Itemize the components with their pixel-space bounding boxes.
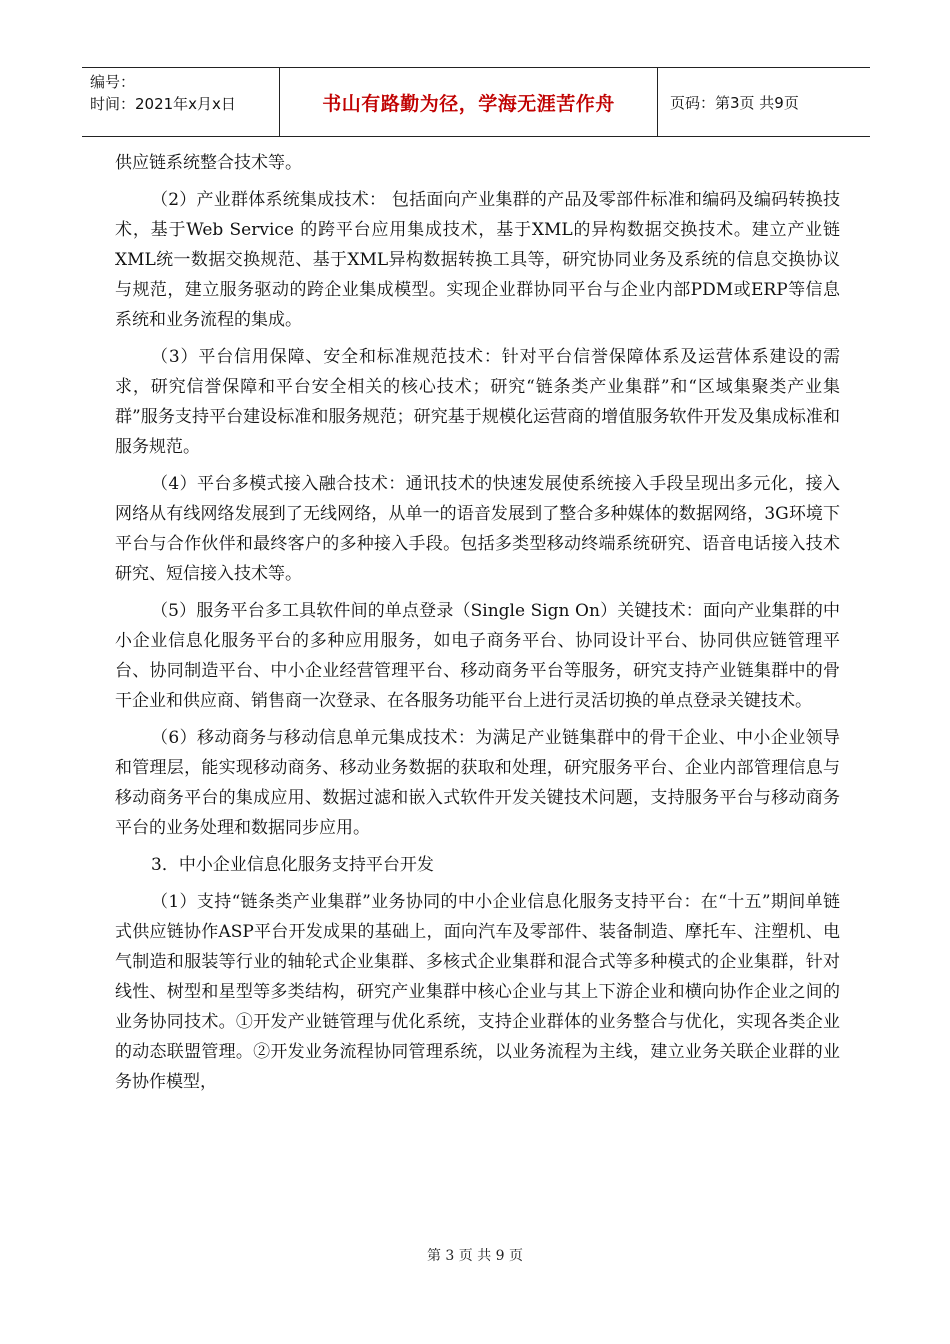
document-body bbox=[115, 148, 840, 1104]
paragraph: （6）移动商务与移动信息单元集成技术：为满足产业链集群中的骨干企业、中小企业领导和管理层，能实现移动商务、移动业务数据的获取和处理，研究服务平台、企业内部管理信息与移动商务平台的集成应用、数据过滤和嵌入式软件开发关键技术问题，支持服务平台与移动商务平台的业务处理和数据同步应用。 bbox=[115, 728, 840, 838]
header-motto: 书山有路勤为径，学海无涯苦作舟 bbox=[280, 68, 658, 136]
paragraph: 供应链系统整合技术等。 bbox=[115, 153, 302, 173]
header-page-code: 页码：第3页 共9页 bbox=[670, 93, 799, 112]
page-footer: 第 3 页 共 9 页 bbox=[426, 1248, 524, 1264]
document-date: 时间：2021年x月x日 bbox=[90, 95, 236, 113]
paragraph: （1）支持“链条类产业集群”业务协同的中小企业信息化服务支持平台：在“十五”期间单链式供应链协作ASP平台开发成果的基础上，面向汽车及零部件、装备制造、摩托车、注塑机、电气制造和服装等行业的轴轮式企业集群、多核式企业集群和混合式等多种模式的企业集群，针对线性、树型和星型等多类结构，研究产业集群中核心企业与其上下游企业和横向协作企业之间的业务协同技术。①开发产业链管理与优化系统，支持企业群体的业务整合与优化，实现各类企业的动态联盟管理。②开发业务流程协同管理系统，以业务流程为主线，建立业务关联企业群的业务协作模型， bbox=[115, 892, 840, 1092]
section-heading: 3．中小企业信息化服务支持平台开发 bbox=[151, 855, 434, 875]
header-meta bbox=[82, 68, 280, 136]
document-number-label: 编号： bbox=[90, 73, 136, 91]
paragraph: （4）平台多模式接入融合技术：通讯技术的快速发展使系统接入手段呈现出多元化，接入网络从有线网络发展到了无线网络，从单一的语音发展到了整合多种媒体的数据网络，3G环境下平台与合作伙伴和最终客户的多种接入手段。包括多类型移动终端系统研究、语音电话接入技术研究、短信接入技术等。 bbox=[115, 474, 840, 584]
paragraph: （3）平台信用保障、安全和标准规范技术：针对平台信誉保障体系及运营体系建设的需求，研究信誉保障和平台安全相关的核心技术；研究“链条类产业集群”和“区域集聚类产业集群”服务支持平台建设标准和服务规范；研究基于规模化运营商的增值服务软件开发及集成标准和服务规范。 bbox=[115, 347, 840, 457]
page-header bbox=[82, 67, 870, 137]
paragraph: （5）服务平台多工具软件间的单点登录（Single Sign On）关键技术：面向产业集群的中小企业信息化服务平台的多种应用服务，如电子商务平台、协同设计平台、协同供应链管理平台、协同制造平台、中小企业经营管理平台、移动商务平台等服务，研究支持产业链集群中的骨干企业和供应商、销售商一次登录、在各服务功能平台上进行灵活切换的单点登录关键技术。 bbox=[115, 601, 840, 711]
paragraph: （2）产业群体系统集成技术： 包括面向产业集群的产品及零部件标准和编码及编码转换技术，基于Web Service 的跨平台应用集成技术，基于XML的异构数据交换技术。建立产业链XML统一数据交换规范、基于XML异构数据转换工具等，研究协同业务及系统的信息交换协议与规范，建立服务驱动的跨企业集成模型。实现企业群协同平台与企业内部PDM或ERP等信息系统和业务流程的集成。 bbox=[115, 190, 840, 330]
